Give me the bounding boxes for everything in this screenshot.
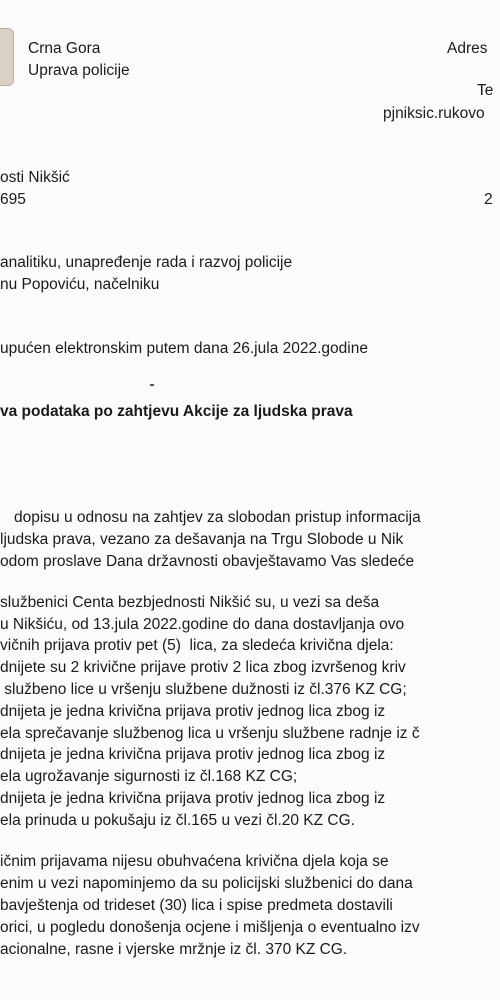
- header-email: pjniksic.rukovo: [383, 105, 485, 122]
- sent-note: upućen elektronskim putem dana 26.jula 2022.godine: [0, 340, 368, 357]
- body-line: bavještenja od trideset (30) lica i spise predmeta dostavili: [0, 897, 393, 914]
- subject-line: va podataka po zahtjevu Akcije za ljudska prava: [0, 403, 353, 420]
- body-line: službenici Centa bezbjednosti Nikšić su, u vezi sa deša: [0, 594, 380, 611]
- body-line: ela ugrožavanje sigurnosti iz čl.168 KZ CG;: [0, 768, 298, 785]
- body-line: u Nikšiću, od 13.jula 2022.godine do dana dostavljanja ovo: [0, 616, 405, 633]
- body-line: ela prinuda u pokušaju iz čl.165 u vezi čl.20 KZ CG.: [0, 812, 355, 829]
- crest-logo: [0, 28, 14, 86]
- header-institution: Uprava policije: [28, 62, 130, 79]
- body-line: vičnih prijava protiv pet (5) lica, za sledeća krivična djela:: [0, 637, 394, 654]
- sender-number: 695: [0, 191, 26, 208]
- body-line: službeno lice u vršenju službene dužnosti iz čl.376 KZ CG;: [0, 681, 407, 698]
- sender-name: osti Nikšić: [0, 169, 70, 186]
- header-phone: Te: [477, 82, 494, 99]
- body-line: ičnim prijavama nijesu obuhvaćena krivična djela koja se: [0, 853, 389, 870]
- sender-date-fragment: 2: [484, 191, 493, 208]
- body-line: dnijeta je jedna krivična prijava protiv jednog lica zbog iz: [0, 746, 386, 763]
- body-line: ela sprečavanje službenog lica u vršenju službene radnje iz č: [0, 725, 420, 742]
- body-line: orici, u pogledu donošenja ocjene i mišljenja o eventualno izv: [0, 919, 420, 936]
- header-country: Crna Gora: [28, 40, 101, 57]
- body-line: dnijeta je jedna krivična prijava protiv jednog lica zbog iz: [0, 703, 386, 720]
- header-address: Adres: [447, 40, 488, 57]
- body-line: enim u vezi napominjemo da su policijski službenici do dana: [0, 875, 413, 892]
- body-line: acionalne, rasne i vjerske mržnje iz čl. 370 KZ CG.: [0, 941, 348, 958]
- body-line: ljudska prava, vezano za dešavanja na Trgu Slobode u Nik: [0, 531, 404, 548]
- body-line: dnijeta je jedna krivična prijava protiv jednog lica zbog iz: [0, 790, 386, 807]
- recipient-department: analitiku, unapređenje rada i razvoj policije: [0, 254, 293, 271]
- ink-mark: [150, 384, 154, 386]
- recipient-person: nu Popoviću, načelniku: [0, 276, 160, 293]
- body-line: odom proslave Dana državnosti obavještavamo Vas sledeće: [0, 553, 415, 570]
- body-line: dnijete su 2 krivične prijave protiv 2 lica zbog izvršenog kriv: [0, 659, 406, 676]
- body-line: dopisu u odnosu na zahtjev za slobodan pristup informacija: [14, 509, 421, 526]
